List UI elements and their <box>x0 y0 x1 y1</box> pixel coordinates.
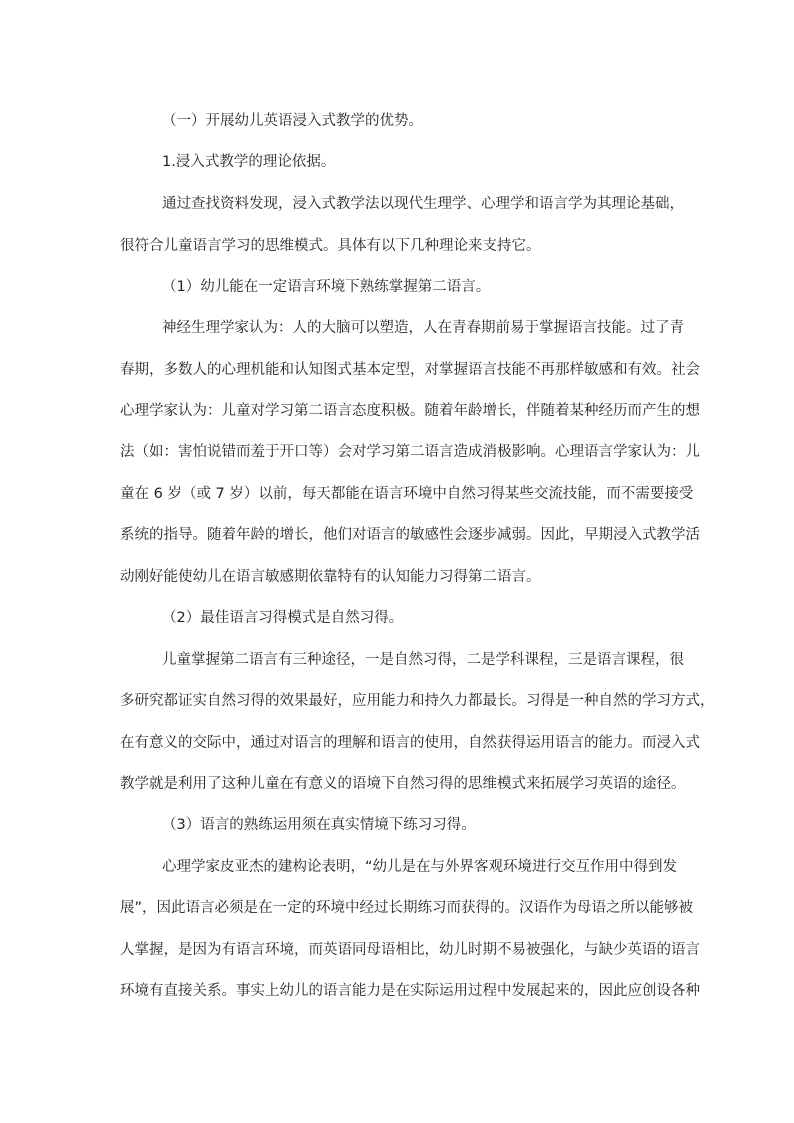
paragraph-line: 通过查找资料发现，浸入式教学法以现代生理学、心理学和语言学为其理论基础， <box>162 196 684 212</box>
paragraph-line: 环境有直接关系。事实上幼儿的语言能力是在实际运用过程中发展起来的，因此应创设各种 <box>120 983 700 999</box>
subheading-2: （2）最佳语言习得模式是自然习得。 <box>162 610 404 626</box>
paragraph-line: 在有意义的交际中，通过对语言的理解和语言的使用，自然获得运用语言的能力。而浸入式 <box>120 735 700 751</box>
subheading-3: （3）语言的熟练运用须在真实情境下练习习得。 <box>162 817 476 833</box>
paragraph-line: 多研究都证实自然习得的效果最好，应用能力和持久力都最长。习得是一种自然的学习方式， <box>120 693 715 709</box>
paragraph-line: 展”，因此语言必须是在一定的环境中经过长期练习而获得的。汉语作为母语之所以能够被 <box>120 900 694 916</box>
subheading-1: （1）幼儿能在一定语言环境下熟练掌握第二语言。 <box>162 279 491 295</box>
paragraph-line: 教学就是利用了这种儿童在有意义的语境下自然习得的思维模式来拓展学习英语的途径。 <box>120 776 686 792</box>
paragraph-line: 法（如：害怕说错而羞于开口等）会对学习第二语言造成消极影响。心理语言学家认为：儿 <box>120 444 700 460</box>
paragraph-line: 童在 6 岁（或 7 岁）以前，每天都能在语言环境中自然习得某些交流技能，而不需要接受 <box>120 486 694 502</box>
paragraph-line: 心理学家皮亚杰的建构论表明，“幼儿是在与外界客观环境进行交互作用中得到发 <box>162 859 678 875</box>
paragraph-line: 动刚好能使幼儿在语言敏感期依靠特有的认知能力习得第二语言。 <box>120 569 541 585</box>
paragraph-line: 系统的指导。随着年龄的增长，他们对语言的敏感性会逐步减弱。因此，早期浸入式教学活 <box>120 527 700 543</box>
paragraph-line: 很符合儿童语言学习的思维模式。具体有以下几种理论来支持它。 <box>120 238 541 254</box>
paragraph-line: 心理学家认为：儿童对学习第二语言态度积极。随着年龄增长，伴随着某种经历而产生的想 <box>120 403 700 419</box>
paragraph-line: 儿童掌握第二语言有三种途径，一是自然习得，二是学科课程，三是语言课程，很 <box>162 652 684 668</box>
paragraph-line: 神经生理学家认为：人的大脑可以塑造，人在青春期前易于掌握语言技能。过了青 <box>162 320 684 336</box>
paragraph-line: 人掌握，是因为有语言环境，而英语同母语相比，幼儿时期不易被强化，与缺少英语的语言 <box>120 942 700 958</box>
section-heading: （一）开展幼儿英语浸入式教学的优势。 <box>162 113 423 129</box>
subsection-heading: 1.浸入式教学的理论依据。 <box>162 154 336 170</box>
paragraph-line: 春期，多数人的心理机能和认知图式基本定型，对掌握语言技能不再那样敏感和有效。社会 <box>120 362 700 378</box>
